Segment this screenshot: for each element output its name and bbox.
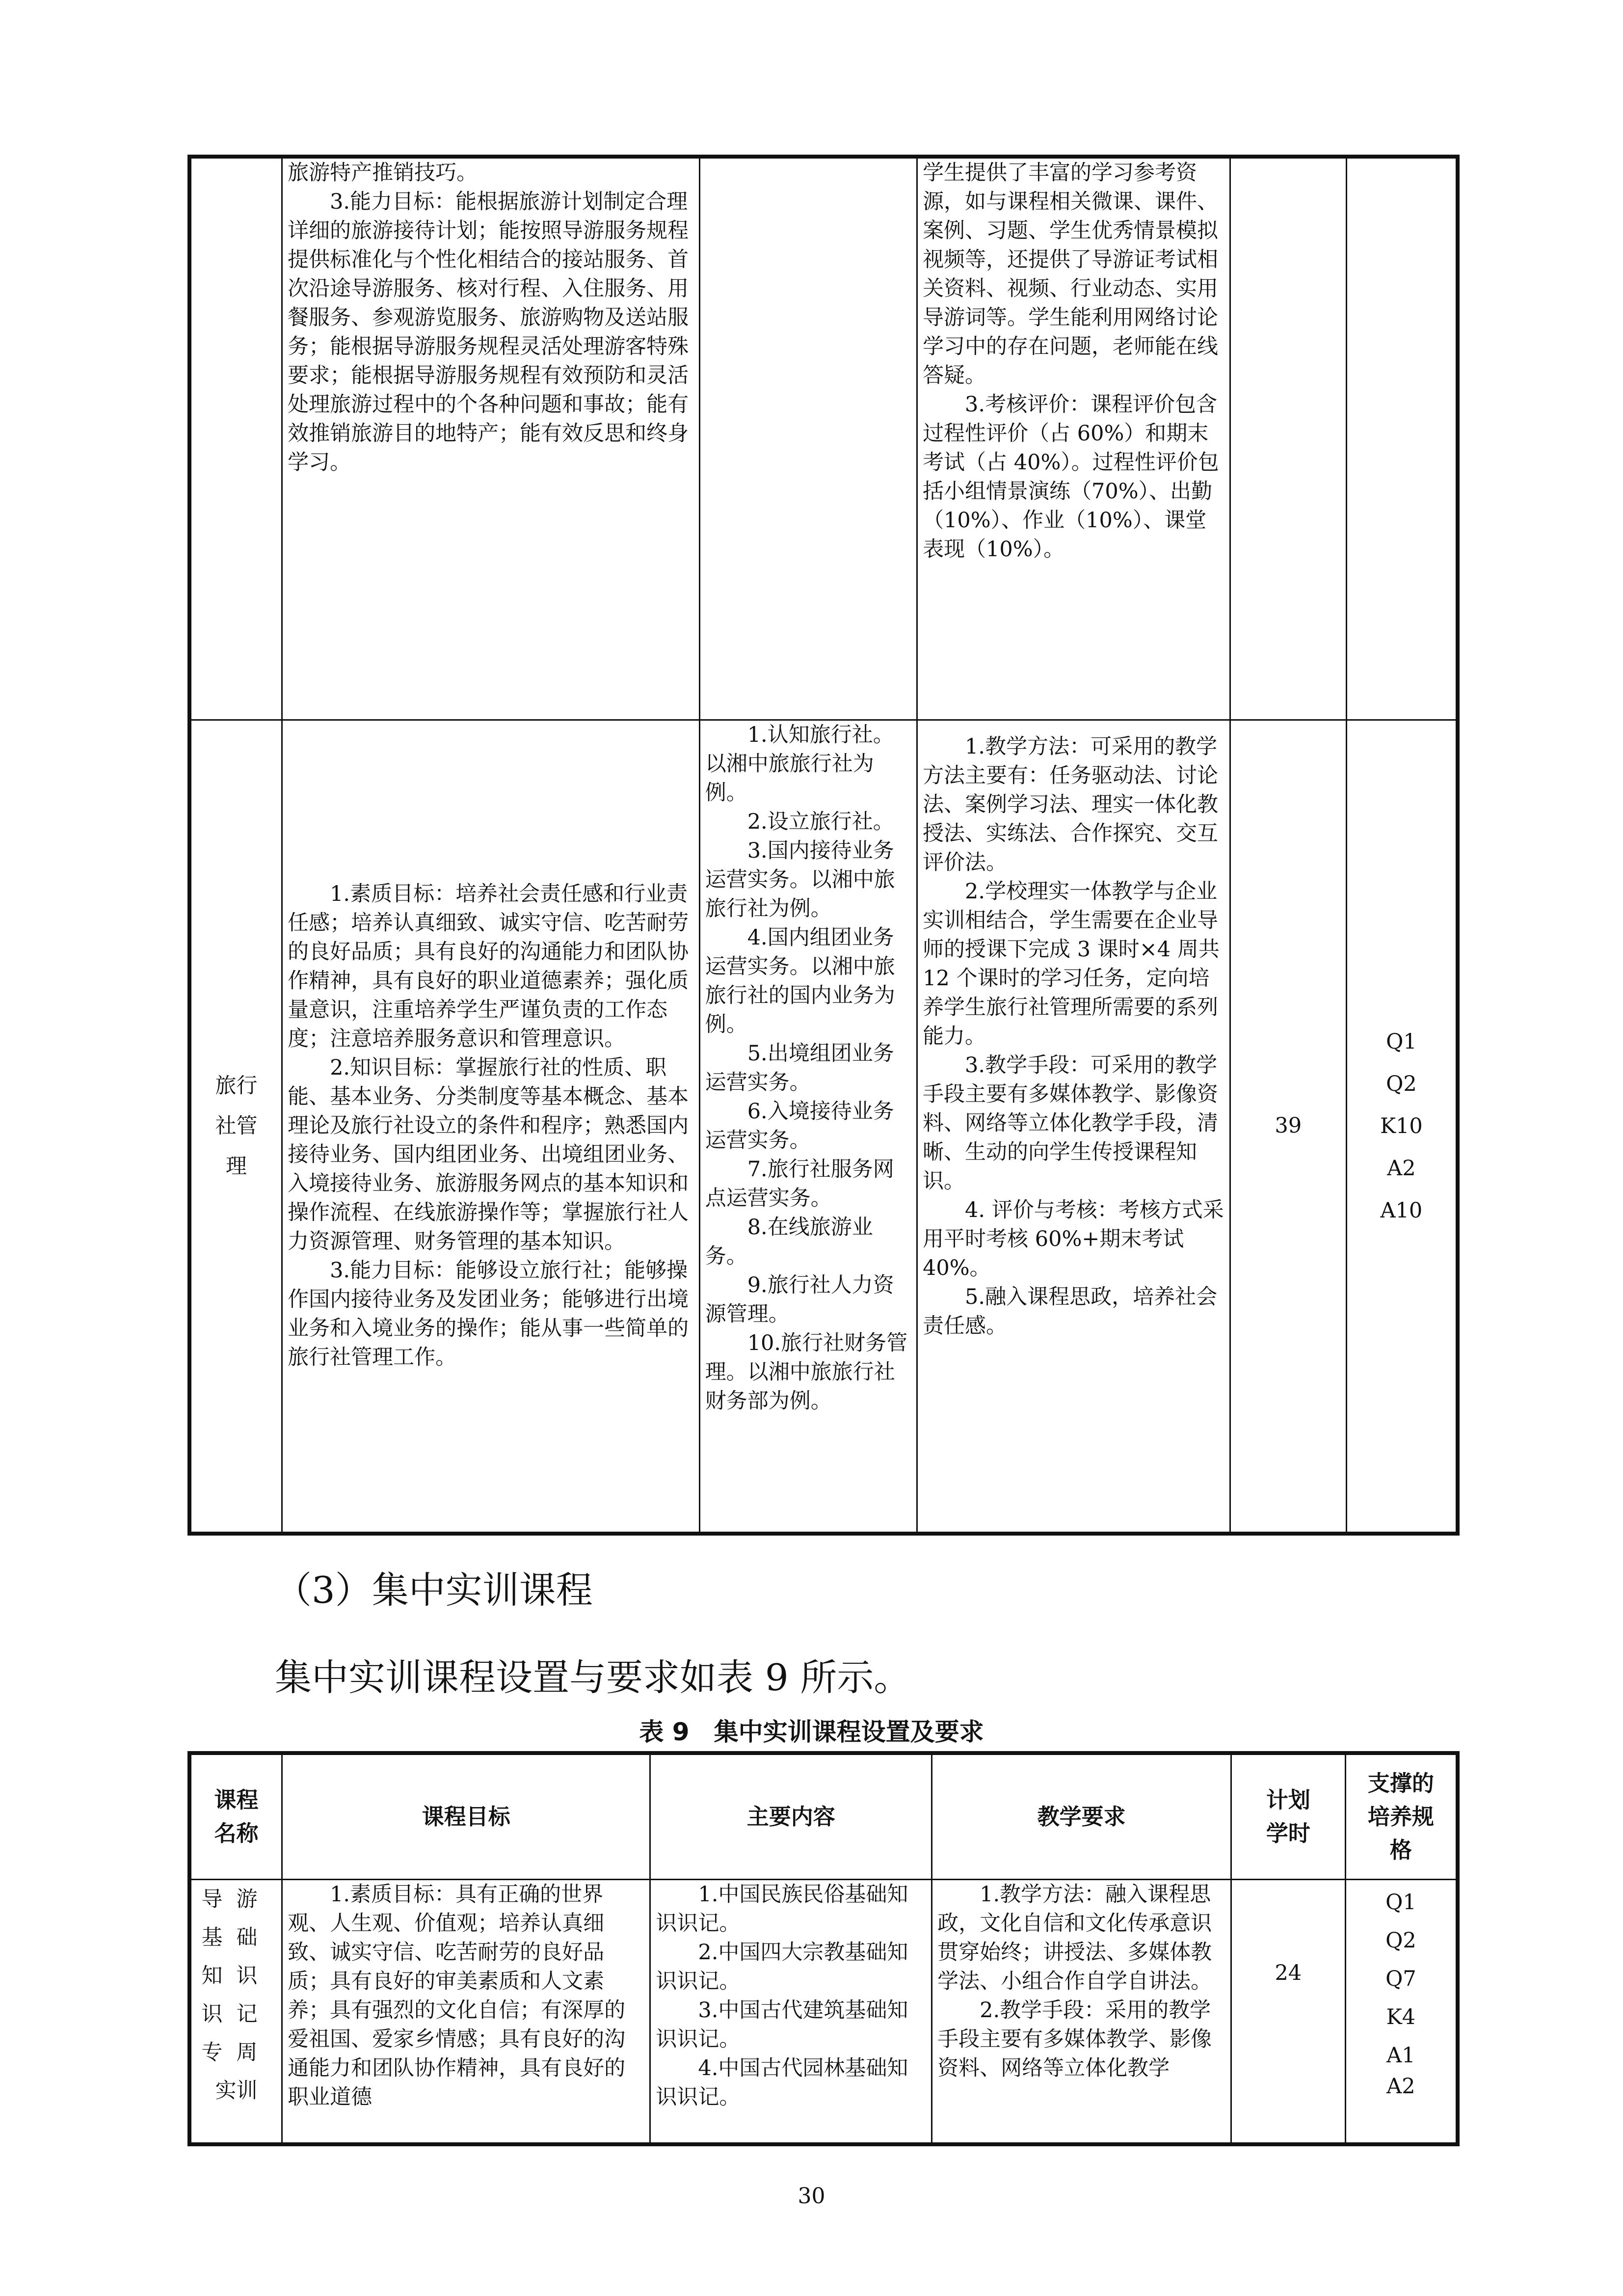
spec-code: Q7 bbox=[1385, 1966, 1416, 1991]
table-row bbox=[189, 720, 1458, 1534]
hours-cell: 24 bbox=[1231, 1879, 1346, 2144]
spec-code: K4 bbox=[1386, 2004, 1416, 2029]
spec-code: Q2 bbox=[1385, 1928, 1416, 1953]
teaching-requirements-cell: 学生提供了丰富的学习参考资源，如与课程相关微课、课件、案例、习题、学生优秀情景模拟视频等，还提供了导游证考试相关资料、视频、行业动态、实用导游词等。学生能利用网络讨论学习中的存在问题，老师能在线答疑。 3.考核评价：课程评价包含过程性评价（占 60%）和期末考试（占 40%）。过程性评价包括小组情景演练（70%）、出勤（10%）、作业（10%）、课堂表现（10%）。 bbox=[917, 157, 1230, 720]
hours-cell bbox=[1230, 157, 1347, 720]
teaching-requirements-cell: 1.教学方法：可采用的教学方法主要有：任务驱动法、讨论法、案例学习法、理实一体化教授法、实练法、合作探究、交互评价法。 2.学校理实一体教学与企业实训相结合，学生需要在企业导师的授课下完成 3 课时×4 周共 12 个课时的学习任务，定向培养学生旅行社管理所需要的系列能力。 3.教学手段：可采用的教学手段主要有多媒体教学、影像资料、网络等立体化教学手段，清晰、生动的向学生传授课程知识。 4. 评价与考核：考核方式采用平时考核 60%+期末考试 40%。 5.融入课程思政，培养社会责任感。 bbox=[917, 720, 1230, 1534]
spec-code: A10 bbox=[1380, 1198, 1423, 1223]
teaching-requirements-cell: 1.教学方法：融入课程思政，文化自信和文化传承意识贯穿始终；讲授法、多媒体教学法、小组合作自学自讲法。 2.教学手段：采用的教学手段主要有多媒体教学、影像资料、网络等立体化教学 bbox=[932, 1879, 1231, 2144]
course-content-cell: 1.认知旅行社。以湘中旅旅行社为例。 2.设立旅行社。 3.国内接待业务运营实务。以湘中旅旅行社为例。 4.国内组团业务运营实务。以湘中旅旅行社的国内业务为例。 5.出境组团业务运营实务。 6.入境接待业务运营实务。 7.旅行社服务网点运营实务。 8.在线旅游业务。 9.旅行社人力资源管理。 10.旅行社财务管理。以湘中旅旅行社财务部为例。 bbox=[699, 720, 917, 1534]
header-planned-hours: 计划 学时 bbox=[1231, 1753, 1346, 1879]
spec-code: A2 bbox=[1386, 2074, 1415, 2099]
hours-cell: 39 bbox=[1230, 720, 1347, 1534]
table-row bbox=[189, 157, 1458, 720]
table-caption: 表 9 集中实训课程设置及要求 bbox=[639, 1718, 984, 1746]
course-name-cell bbox=[189, 1879, 282, 2144]
course-name-cell bbox=[189, 720, 282, 1534]
header-supported-specs: 支撑的 培养规 格 bbox=[1345, 1753, 1458, 1879]
course-name-line: 基础 bbox=[201, 1925, 271, 1950]
course-name-line: 理 bbox=[226, 1154, 247, 1179]
course-name-line: 知识 bbox=[201, 1963, 271, 1988]
intro-paragraph: 集中实训课程设置与要求如表 9 所示。 bbox=[275, 1656, 911, 1699]
table-row bbox=[189, 1879, 1458, 2144]
course-content-cell bbox=[699, 157, 917, 720]
course-name-line: 识记 bbox=[201, 2001, 271, 2026]
course-goals-cell: 旅游特产推销技巧。 3.能力目标：能根据旅游计划制定合理详细的旅游接待计划；能按照导游服务规程提供标准化与个性化相结合的接站服务、首次沿途导游服务、核对行程、入住服务、用餐服务、参观游览服务、旅游购物及送站服务；能根据导游服务规程灵活处理游客特殊要求；能根据导游服务规程有效预防和灵活处理旅游过程中的个各种问题和事故；能有效推销旅游目的地特产；能有效反思和终身学习。 bbox=[282, 157, 700, 720]
table-centralized-training bbox=[187, 1751, 1460, 2146]
course-name-line: 专周 bbox=[201, 2040, 271, 2065]
course-content-cell: 1.中国民族民俗基础知识识记。 2.中国四大宗教基础知识识记。 3.中国古代建筑基础知识识记。 4.中国古代园林基础知识识记。 bbox=[650, 1879, 932, 2144]
header-course-goals: 课程目标 bbox=[282, 1753, 650, 1879]
header-teaching-requirements: 教学要求 bbox=[932, 1753, 1231, 1879]
spec-code: Q1 bbox=[1386, 1029, 1417, 1054]
spec-code: Q1 bbox=[1385, 1890, 1416, 1915]
specs-cell bbox=[1346, 157, 1458, 720]
header-main-content: 主要内容 bbox=[650, 1753, 932, 1879]
course-name-line: 导游 bbox=[201, 1887, 271, 1912]
specs-cell bbox=[1346, 720, 1458, 1534]
course-goals-cell: 1.素质目标：培养社会责任感和行业责任感；培养认真细致、诚实守信、吃苦耐劳的良好品质；具有良好的沟通能力和团队协作精神，具有良好的职业道德素养；强化质量意识，注重培养学生严谨负责的工作态度；注意培养服务意识和管理意识。 2.知识目标：掌握旅行社的性质、职能、基本业务、分类制度等基本概念、基本理论及旅行社设立的条件和程序；熟悉国内接待业务、国内组团业务、出境组团业务、入境接待业务、旅游服务网点的基本知识和操作流程、在线旅游操作等；掌握旅行社人力资源管理、财务管理的基本知识。 3.能力目标：能够设立旅行社；能够操作国内接待业务及发团业务；能够进行出境业务和入境业务的操作；能从事一些简单的旅行社管理工作。 bbox=[282, 720, 700, 1534]
spec-code: Q2 bbox=[1386, 1071, 1417, 1096]
page-number: 30 bbox=[798, 2184, 825, 2209]
header-course-name: 课程 名称 bbox=[189, 1753, 282, 1879]
course-name-cell bbox=[189, 157, 282, 720]
course-name-line: 实训 bbox=[215, 2078, 258, 2103]
course-name-line: 社管 bbox=[215, 1113, 258, 1138]
spec-code: A2 bbox=[1387, 1156, 1416, 1181]
course-name-line: 旅行 bbox=[215, 1073, 258, 1098]
spec-code: K10 bbox=[1380, 1113, 1423, 1138]
section-title: （3）集中实训课程 bbox=[275, 1568, 593, 1612]
table-course-continued bbox=[187, 155, 1460, 1536]
course-goals-cell: 1.素质目标：具有正确的世界观、人生观、价值观；培养认真细致、诚实守信、吃苦耐劳的良好品质；具有良好的审美素质和人文素养；具有强烈的文化自信；有深厚的爱祖国、爱家乡情感；具有良好的沟通能力和团队协作精神，具有良好的职业道德 bbox=[282, 1879, 650, 2144]
table-header-row bbox=[189, 1753, 1458, 1879]
spec-code: A1 bbox=[1386, 2043, 1415, 2068]
specs-cell bbox=[1345, 1879, 1458, 2144]
